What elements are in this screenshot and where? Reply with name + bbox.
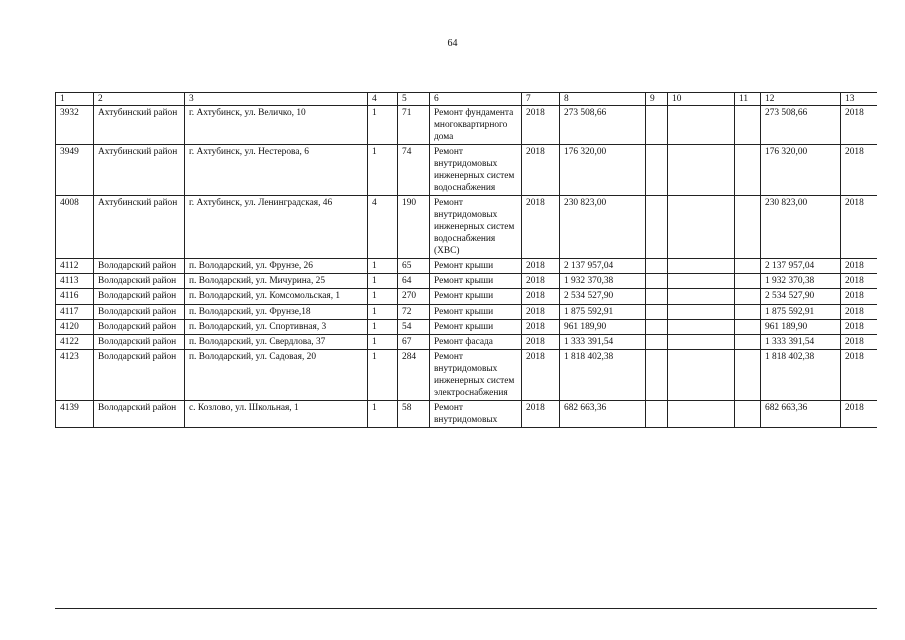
table-cell: 4008: [56, 196, 94, 259]
table-cell: 2018: [522, 145, 560, 196]
table-cell: 1: [368, 304, 398, 319]
table-row: [56, 274, 878, 289]
table-cell: 176 320,00: [761, 145, 841, 196]
table-cell: [668, 145, 735, 196]
table-cell: 2018: [841, 349, 878, 400]
table-cell: 1 932 370,38: [560, 274, 646, 289]
table-cell: [668, 349, 735, 400]
table-cell: 4117: [56, 304, 94, 319]
table-cell: [735, 196, 761, 259]
table-cell: [646, 106, 668, 145]
table-row: [56, 145, 878, 196]
table-cell: Ремонт крыши: [430, 274, 522, 289]
table-cell: [668, 304, 735, 319]
column-header-8: 8: [560, 93, 646, 106]
table-cell: п. Володарский, ул. Свердлова, 37: [185, 334, 368, 349]
table-cell: Ремонт крыши: [430, 319, 522, 334]
table-cell: 2 534 527,90: [560, 289, 646, 304]
table-cell: Ремонт внутридомовых инженерных систем водоснабжения (ХВС): [430, 196, 522, 259]
table-cell: 190: [398, 196, 430, 259]
table-cell: 2018: [522, 274, 560, 289]
column-header-4: 4: [368, 93, 398, 106]
table-cell: 1: [368, 289, 398, 304]
table-cell: 2018: [522, 196, 560, 259]
table-row: [56, 289, 878, 304]
table-cell: 65: [398, 259, 430, 274]
table-cell: [646, 274, 668, 289]
table-cell: [646, 304, 668, 319]
table-cell: 71: [398, 106, 430, 145]
table-cell: п. Володарский, ул. Комсомольская, 1: [185, 289, 368, 304]
table-cell: Ремонт фасада: [430, 334, 522, 349]
table-cell: [668, 196, 735, 259]
table-cell: Ремонт фундамента многоквартирного дома: [430, 106, 522, 145]
table-cell: [668, 106, 735, 145]
table-cell: 4139: [56, 400, 94, 427]
table-cell: 1 932 370,38: [761, 274, 841, 289]
table-cell: Володарский район: [94, 334, 185, 349]
column-header-10: 10: [668, 93, 735, 106]
table-cell: Володарский район: [94, 400, 185, 427]
table-cell: [646, 334, 668, 349]
table-row: [56, 304, 878, 319]
table-cell: г. Ахтубинск, ул. Ленинградская, 46: [185, 196, 368, 259]
table-cell: п. Володарский, ул. Фрунзе,18: [185, 304, 368, 319]
table-cell: [735, 106, 761, 145]
table-cell: 2018: [841, 274, 878, 289]
table-cell: г. Ахтубинск, ул. Величко, 10: [185, 106, 368, 145]
table-cell: 1: [368, 400, 398, 427]
table-cell: [735, 304, 761, 319]
column-header-5: 5: [398, 93, 430, 106]
table-cell: 67: [398, 334, 430, 349]
table-cell: [668, 274, 735, 289]
table-cell: 4: [368, 196, 398, 259]
table-cell: 2 137 957,04: [761, 259, 841, 274]
table-cell: 1: [368, 319, 398, 334]
table-cell: Ремонт крыши: [430, 289, 522, 304]
table-cell: 54: [398, 319, 430, 334]
column-header-7: 7: [522, 93, 560, 106]
table-cell: п. Володарский, ул. Садовая, 20: [185, 349, 368, 400]
table-cell: 4123: [56, 349, 94, 400]
column-header-6: 6: [430, 93, 522, 106]
table-cell: [735, 145, 761, 196]
table-row: [56, 334, 878, 349]
table-cell: 1: [368, 106, 398, 145]
column-header-13: 13: [841, 93, 878, 106]
table-cell: 58: [398, 400, 430, 427]
table-cell: 270: [398, 289, 430, 304]
table-cell: п. Володарский, ул. Мичурина, 25: [185, 274, 368, 289]
repair-program-table: [55, 92, 877, 428]
table-cell: 74: [398, 145, 430, 196]
table-cell: 230 823,00: [761, 196, 841, 259]
table-cell: Ремонт крыши: [430, 304, 522, 319]
table-cell: [735, 400, 761, 427]
table-container: [55, 92, 877, 609]
table-row: [56, 106, 878, 145]
table-row: [56, 259, 878, 274]
table-cell: Володарский район: [94, 304, 185, 319]
column-header-12: 12: [761, 93, 841, 106]
table-cell: 2018: [522, 106, 560, 145]
table-cell: 2018: [841, 400, 878, 427]
table-cell: Володарский район: [94, 319, 185, 334]
column-header-9: 9: [646, 93, 668, 106]
table-cell: 2 137 957,04: [560, 259, 646, 274]
table-cell: [735, 349, 761, 400]
table-cell: Ремонт внутридомовых инженерных систем электроснабжения: [430, 349, 522, 400]
table-cell: 682 663,36: [560, 400, 646, 427]
table-cell: г. Ахтубинск, ул. Нестерова, 6: [185, 145, 368, 196]
table-cell: 2018: [522, 334, 560, 349]
table-cell: 1: [368, 145, 398, 196]
table-cell: Володарский район: [94, 349, 185, 400]
table-cell: 2018: [841, 334, 878, 349]
table-cell: [646, 289, 668, 304]
table-cell: 1: [368, 274, 398, 289]
table-cell: [668, 319, 735, 334]
table-header-row: [56, 93, 878, 106]
table-cell: 2018: [522, 304, 560, 319]
table-row: [56, 196, 878, 259]
table-cell: п. Володарский, ул. Фрунзе, 26: [185, 259, 368, 274]
table-cell: Володарский район: [94, 274, 185, 289]
table-cell: Володарский район: [94, 259, 185, 274]
table-cell: [735, 334, 761, 349]
table-cell: Ахтубинский район: [94, 145, 185, 196]
column-header-1: 1: [56, 93, 94, 106]
table-cell: 2018: [841, 145, 878, 196]
table-cell: 1 818 402,38: [761, 349, 841, 400]
table-cell: [668, 289, 735, 304]
table-cell: Володарский район: [94, 289, 185, 304]
table-cell: 961 189,90: [761, 319, 841, 334]
table-cell: 1 875 592,91: [761, 304, 841, 319]
table-cell: [668, 400, 735, 427]
table-cell: 1 333 391,54: [560, 334, 646, 349]
table-cell: 1 875 592,91: [560, 304, 646, 319]
table-cell: 230 823,00: [560, 196, 646, 259]
table-cell: 4116: [56, 289, 94, 304]
table-cell: 284: [398, 349, 430, 400]
table-cell: [668, 259, 735, 274]
table-cell: 4120: [56, 319, 94, 334]
table-cell: 2018: [841, 289, 878, 304]
table-cell: [646, 145, 668, 196]
table-cell: 2018: [841, 304, 878, 319]
table-cell: [735, 274, 761, 289]
table-cell: [646, 196, 668, 259]
table-cell: 682 663,36: [761, 400, 841, 427]
table-cell: [735, 259, 761, 274]
table-cell: Ахтубинский район: [94, 106, 185, 145]
table-cell: 2018: [841, 196, 878, 259]
table-cell: 3949: [56, 145, 94, 196]
table-cell: 273 508,66: [560, 106, 646, 145]
table-cell: Ремонт внутридомовых инженерных систем водоснабжения: [430, 145, 522, 196]
table-cell: 1: [368, 349, 398, 400]
table-cell: 273 508,66: [761, 106, 841, 145]
table-cell: 64: [398, 274, 430, 289]
table-cell: Ремонт крыши: [430, 259, 522, 274]
page-number: 64: [447, 38, 458, 49]
table-cell: 176 320,00: [560, 145, 646, 196]
table-cell: Ремонт внутридомовых: [430, 400, 522, 427]
table-cell: [668, 334, 735, 349]
table-cell: п. Володарский, ул. Спортивная, 3: [185, 319, 368, 334]
table-cell: 1 333 391,54: [761, 334, 841, 349]
table-cell: [735, 319, 761, 334]
table-cell: 2018: [522, 289, 560, 304]
table-cell: [646, 400, 668, 427]
table-cell: 3932: [56, 106, 94, 145]
table-cell: с. Козлово, ул. Школьная, 1: [185, 400, 368, 427]
table-cell: 72: [398, 304, 430, 319]
table-row: [56, 400, 878, 427]
table-cell: [646, 319, 668, 334]
table-cell: 2018: [522, 349, 560, 400]
table-cell: 961 189,90: [560, 319, 646, 334]
table-row: [56, 349, 878, 400]
table-row: [56, 319, 878, 334]
table-cell: Ахтубинский район: [94, 196, 185, 259]
table-cell: 1: [368, 334, 398, 349]
table-cell: 2018: [522, 319, 560, 334]
column-header-11: 11: [735, 93, 761, 106]
table-cell: 2018: [841, 319, 878, 334]
table-cell: [646, 349, 668, 400]
table-cell: 4112: [56, 259, 94, 274]
table-cell: 4122: [56, 334, 94, 349]
table-cell: [646, 259, 668, 274]
column-header-2: 2: [94, 93, 185, 106]
column-header-3: 3: [185, 93, 368, 106]
table-cell: 1 818 402,38: [560, 349, 646, 400]
table-cell: 4113: [56, 274, 94, 289]
table-cell: 2018: [841, 259, 878, 274]
table-cell: [735, 289, 761, 304]
table-cell: 2018: [522, 259, 560, 274]
table-cell: 2018: [841, 106, 878, 145]
table-cell: 2 534 527,90: [761, 289, 841, 304]
table-cell: 1: [368, 259, 398, 274]
table-cell: 2018: [522, 400, 560, 427]
